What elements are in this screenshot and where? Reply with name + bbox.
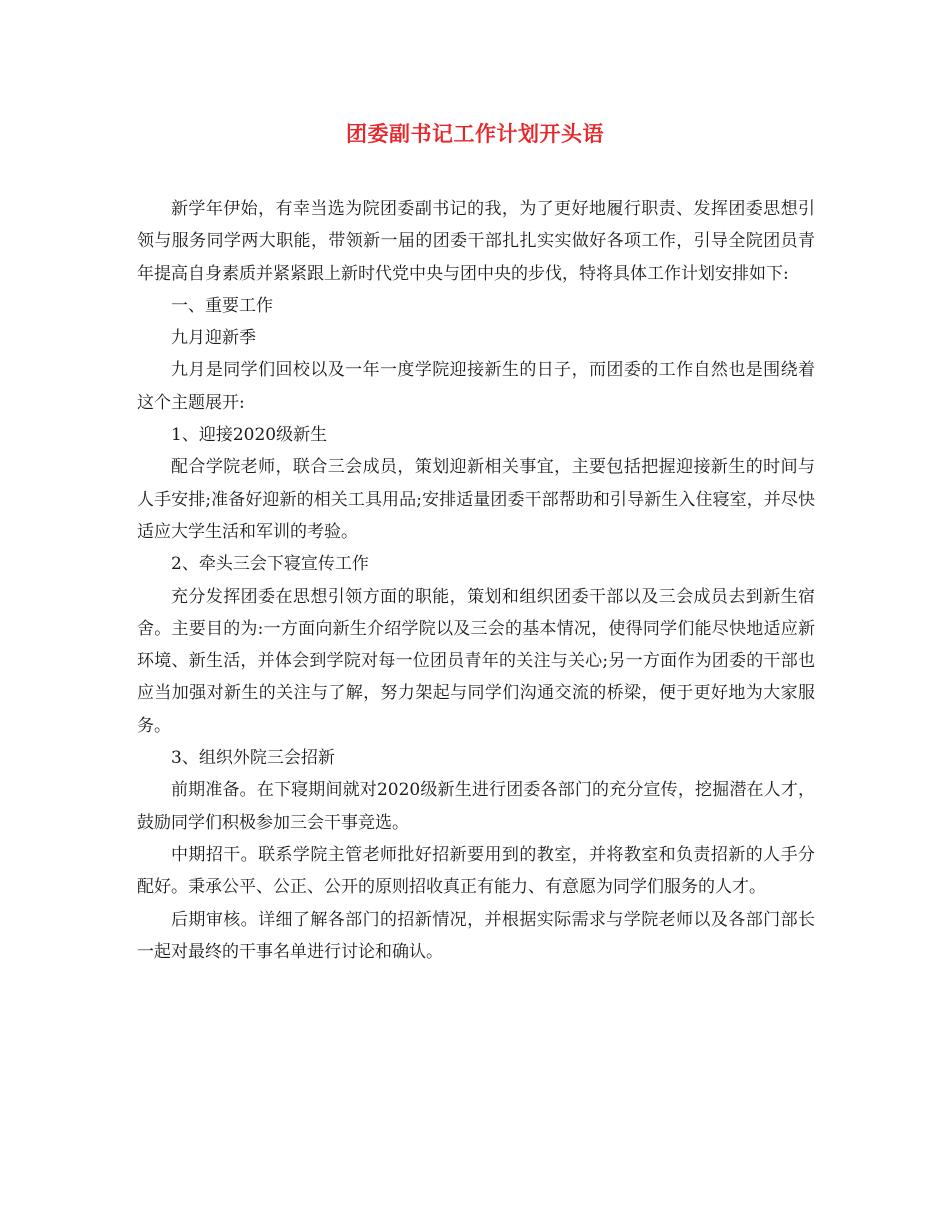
document-body — [137, 193, 815, 968]
paragraph: 配合学院老师，联合三会成员，策划迎新相关事宜，主要包括把握迎接新生的时间与人手安排;准备好迎新的相关工具用品;安排适量团委干部帮助和引导新生入住寝室，并尽快适应大学生活和军训的考验。 — [137, 457, 815, 542]
paragraph: 前期准备。在下寝期间就对2020级新生进行团委各部门的充分宣传，挖掘潜在人才，鼓励同学们积极参加三会干事竞选。 — [137, 780, 815, 833]
subsection-heading: 九月迎新季 — [171, 328, 256, 349]
item-heading: 3、组织外院三会招新 — [171, 748, 335, 769]
paragraph: 充分发挥团委在思想引领方面的职能，策划和组织团委干部以及三会成员去到新生宿舍。主要目的为:一方面向新生介绍学院以及三会的基本情况，使得同学们能尽快地适应新环境、新生活，并体会到学院对每一位团员青年的关注与关心;另一方面作为团委的干部也应当加强对新生的关注与了解，努力架起与同学们沟通交流的桥梁，便于更好地为大家服务。 — [137, 586, 815, 736]
item-heading: 1、迎接2020级新生 — [171, 425, 328, 446]
section-heading: 一、重要工作 — [171, 295, 273, 316]
document-title: 团委副书记工作计划开头语 — [346, 121, 604, 146]
item-heading: 2、牵头三会下寝宣传工作 — [171, 554, 369, 575]
paragraph: 后期审核。详细了解各部门的招新情况，并根据实际需求与学院老师以及各部门部长一起对最终的干事名单进行讨论和确认。 — [137, 909, 815, 962]
paragraph: 九月是同学们回校以及一年一度学院迎接新生的日子，而团委的工作自然也是围绕着这个主题展开: — [137, 360, 815, 413]
paragraph: 中期招干。联系学院主管老师批好招新要用到的教室，并将教室和负责招新的人手分配好。秉承公平、公正、公开的原则招收真正有能力、有意愿为同学们服务的人才。 — [137, 844, 815, 898]
paragraph-intro: 新学年伊始，有幸当选为院团委副书记的我，为了更好地履行职责、发挥团委思想引领与服务同学两大职能，带领新一届的团委干部扎扎实实做好各项工作，引导全院团员青年提高自身素质并紧紧跟上新时代党中央与团中央的步伐，特将具体工作计划安排如下: — [137, 199, 815, 284]
